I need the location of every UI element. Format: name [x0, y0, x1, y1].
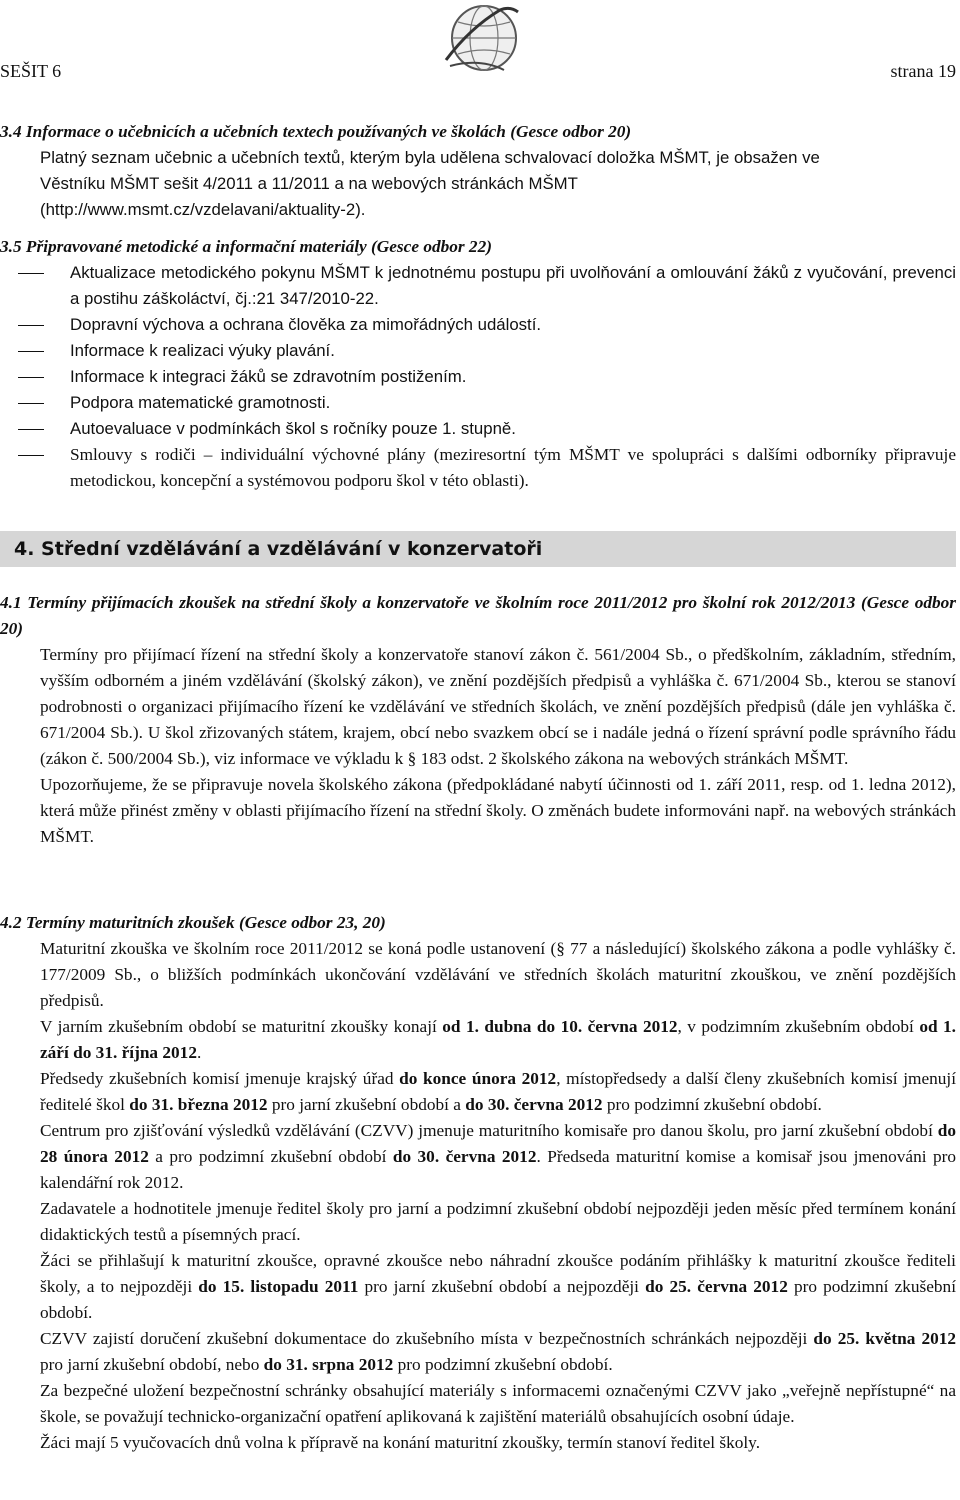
text-run: pro jarní zkušební období a — [267, 1095, 466, 1114]
section-body — [0, 936, 956, 1456]
list-item: Dopravní výchova a ochrana člověka za mimořádných událostí. — [0, 312, 956, 338]
text-run: CZVV zajistí doručení zkušební dokumentace do zkušebního místa v bezpečnostních schránkách nejpozději — [40, 1329, 814, 1348]
deadline: do 25. června 2012 — [645, 1277, 788, 1296]
text-run: pro jarní zkušební období, nebo — [40, 1355, 264, 1374]
text-run: a pro podzimní zkušební období — [148, 1147, 393, 1166]
paragraph: Maturitní zkouška ve školním roce 2011/2012 se koná podle ustanovení (§ 77 a následující) školského zákona a podle vyhlášky č. 177/2009 Sb., o bližších podmínkách ukončování vzdělávání ve středních školách maturitní zkouškou, ve znění pozdějších předpisů. — [40, 939, 956, 1010]
deadline: do 30. června 2012 — [392, 1147, 537, 1166]
paragraph: Za bezpečné uložení bezpečnostní schránky obsahující materiály s informacemi označenými CZVV jako „veřejně nepřístupné“ na škole, se považují technicko-organizační opatření aplikovaná k zajištění materiálů obsahujících osobní údaje. — [40, 1381, 956, 1426]
globe-seal-icon — [440, 0, 524, 76]
list-item: Autoevaluace v podmínkách škol s ročníky pouze 1. stupně. — [0, 416, 956, 442]
deadline: do 25. května 2012 — [813, 1329, 957, 1348]
chapter-title: 4. Střední vzdělávání a vzdělávání v konzervatoři — [14, 538, 543, 560]
page-number: strana 19 — [890, 61, 956, 81]
deadline: do konce února 2012 — [399, 1069, 557, 1088]
paragraph: Upozorňujeme, že se připravuje novela školského zákona (předpokládané nabytí účinnosti od 1. září 2011, resp. od 1. ledna 2012), která může přinést změny v oblasti přijímacího řízení na střední školy. O změnách budete informováni např. na webových stránkách MŠMT. — [40, 775, 956, 846]
section-heading: 3.4 Informace o učebnicích a učebních textech používaných ve školách (Gesce odbor 20) — [0, 122, 632, 141]
paragraph — [40, 1118, 956, 1196]
section-3-4 — [0, 119, 956, 223]
deadline: do 31. srpna 2012 — [263, 1355, 394, 1374]
issue-label: SEŠIT 6 — [0, 61, 62, 81]
section-4-2 — [0, 910, 956, 1456]
text-run: V jarním zkušebním období se maturitní zkoušky konají — [40, 1017, 443, 1036]
section-heading: 3.5 Připravované metodické a informační materiály (Gesce odbor 22) — [0, 237, 492, 256]
deadline: do 28 února 2012 — [40, 1121, 956, 1166]
text-line: Platný seznam učebnic a učebních textů, kterým byla udělena schvalovací doložka MŠMT, je obsažen ve — [40, 148, 820, 167]
list-item: Aktualizace metodického pokynu MŠMT k jednotnému postupu při uvolňování a omlouvání žáků z vyučování, prevenci a postihu záškoláctví, čj.:21 347/2010-22. — [0, 260, 956, 312]
text-run: pro podzimní zkušební období. — [602, 1095, 822, 1114]
text-run: Předsedy zkušebních komisí jmenuje krajský úřad — [40, 1069, 400, 1088]
section-4-1 — [0, 590, 956, 850]
text-run: pro jarní zkušební období a nejpozději — [358, 1277, 646, 1296]
text-run: pro podzimní zkušební období. — [40, 1277, 956, 1322]
text-run: pro podzimní zkušební období. — [393, 1355, 613, 1374]
paragraph — [40, 1326, 956, 1378]
paragraph: Žáci mají 5 vyučovacích dnů volna k přípravě na konání maturitní zkoušky, termín stanoví ředitel školy. — [40, 1433, 761, 1452]
text-run: Centrum pro zjišťování výsledků vzdělávání (CZVV) jmenuje maturitního komisaře pro danou školu, pro jarní zkušební období — [40, 1121, 938, 1140]
deadline: do 30. června 2012 — [465, 1095, 603, 1114]
deadline: do 15. listopadu 2011 — [198, 1277, 359, 1296]
list-item: Informace k integraci žáků se zdravotním postižením. — [0, 364, 956, 390]
paragraph: Zadavatele a hodnotitele jmenuje ředitel školy pro jarní a podzimní zkušební období nejpozději jeden měsíc před termínem konání didaktických testů a písemných prací. — [40, 1199, 956, 1244]
text-run: . — [196, 1043, 202, 1062]
text-run: , místopředsedy a další členy zkušebních komisí jmenují ředitelé škol — [40, 1069, 956, 1114]
text-line: Věstníku MŠMT sešit 4/2011 a 11/2011 a na webových stránkách MŠMT — [40, 174, 578, 193]
section-heading: 4.1 Termíny přijímacích zkoušek na střední školy a konzervatoře ve školním roce 2011/2012 pro školní rok 2012/2013 (Gesce odbor 20) — [0, 593, 956, 638]
paragraph: Termíny pro přijímací řízení na střední školy a konzervatoře stanoví zákon č. 561/2004 Sb., o předškolním, základním, středním, vyšším odborném a jiném vzdělávání (školský zákon), ve znění pozdějších předpisů a vyhláška č. 671/2004 Sb., kterou se stanoví podrobnosti o organizaci přijímacího řízení ke vzdělávání ve středních školách, ve znění pozdějších předpisů (dále jen vyhláška č. 671/2004 Sb.). U škol zřizovaných státem, krajem, obcí nebo svazkem obcí se i nadále jedná o řízení správní podle správního řádu (zákon č. 500/2004 Sb.), viz informace ve výkladu k § 183 odst. 2 školského zákona na webových stránkách MŠMT. — [40, 645, 956, 768]
section-3-5 — [0, 234, 956, 494]
date-range: od 1. září do 31. října 2012 — [40, 1017, 956, 1062]
section-body — [0, 145, 956, 223]
text-run: . Předseda maturitní komise a komisař jsou jmenováni pro kalendářní rok 2012. — [40, 1147, 956, 1192]
section-heading: 4.2 Termíny maturitních zkoušek (Gesce odbor 23, 20) — [0, 913, 386, 932]
materials-list — [0, 260, 956, 494]
paragraph — [40, 1014, 956, 1066]
list-item: Informace k realizaci výuky plavání. — [0, 338, 956, 364]
paragraph — [40, 1248, 956, 1326]
paragraph — [40, 1066, 956, 1118]
list-item: Smlouvy s rodiči – individuální výchovné plány (meziresortní tým MŠMT ve spolupráci s dalšími odborníky připravuje metodickou, koncepční a systémovou podporu škol v této oblasti). — [0, 442, 956, 494]
url-line: (http://www.msmt.cz/vzdelavani/aktuality-2). — [40, 200, 366, 219]
list-item: Podpora matematické gramotnosti. — [0, 390, 956, 416]
section-body — [0, 642, 956, 850]
chapter-banner — [0, 531, 956, 567]
date-range: od 1. dubna do 10. června 2012 — [442, 1017, 678, 1036]
text-run: , v podzimním zkušebním období — [677, 1017, 920, 1036]
deadline: do 31. března 2012 — [129, 1095, 268, 1114]
text-run: Žáci se přihlašují k maturitní zkoušce, opravné zkoušce nebo náhradní zkoušce podáním přihlášky k maturitní zkoušce řediteli školy, a to nejpozději — [40, 1251, 956, 1296]
